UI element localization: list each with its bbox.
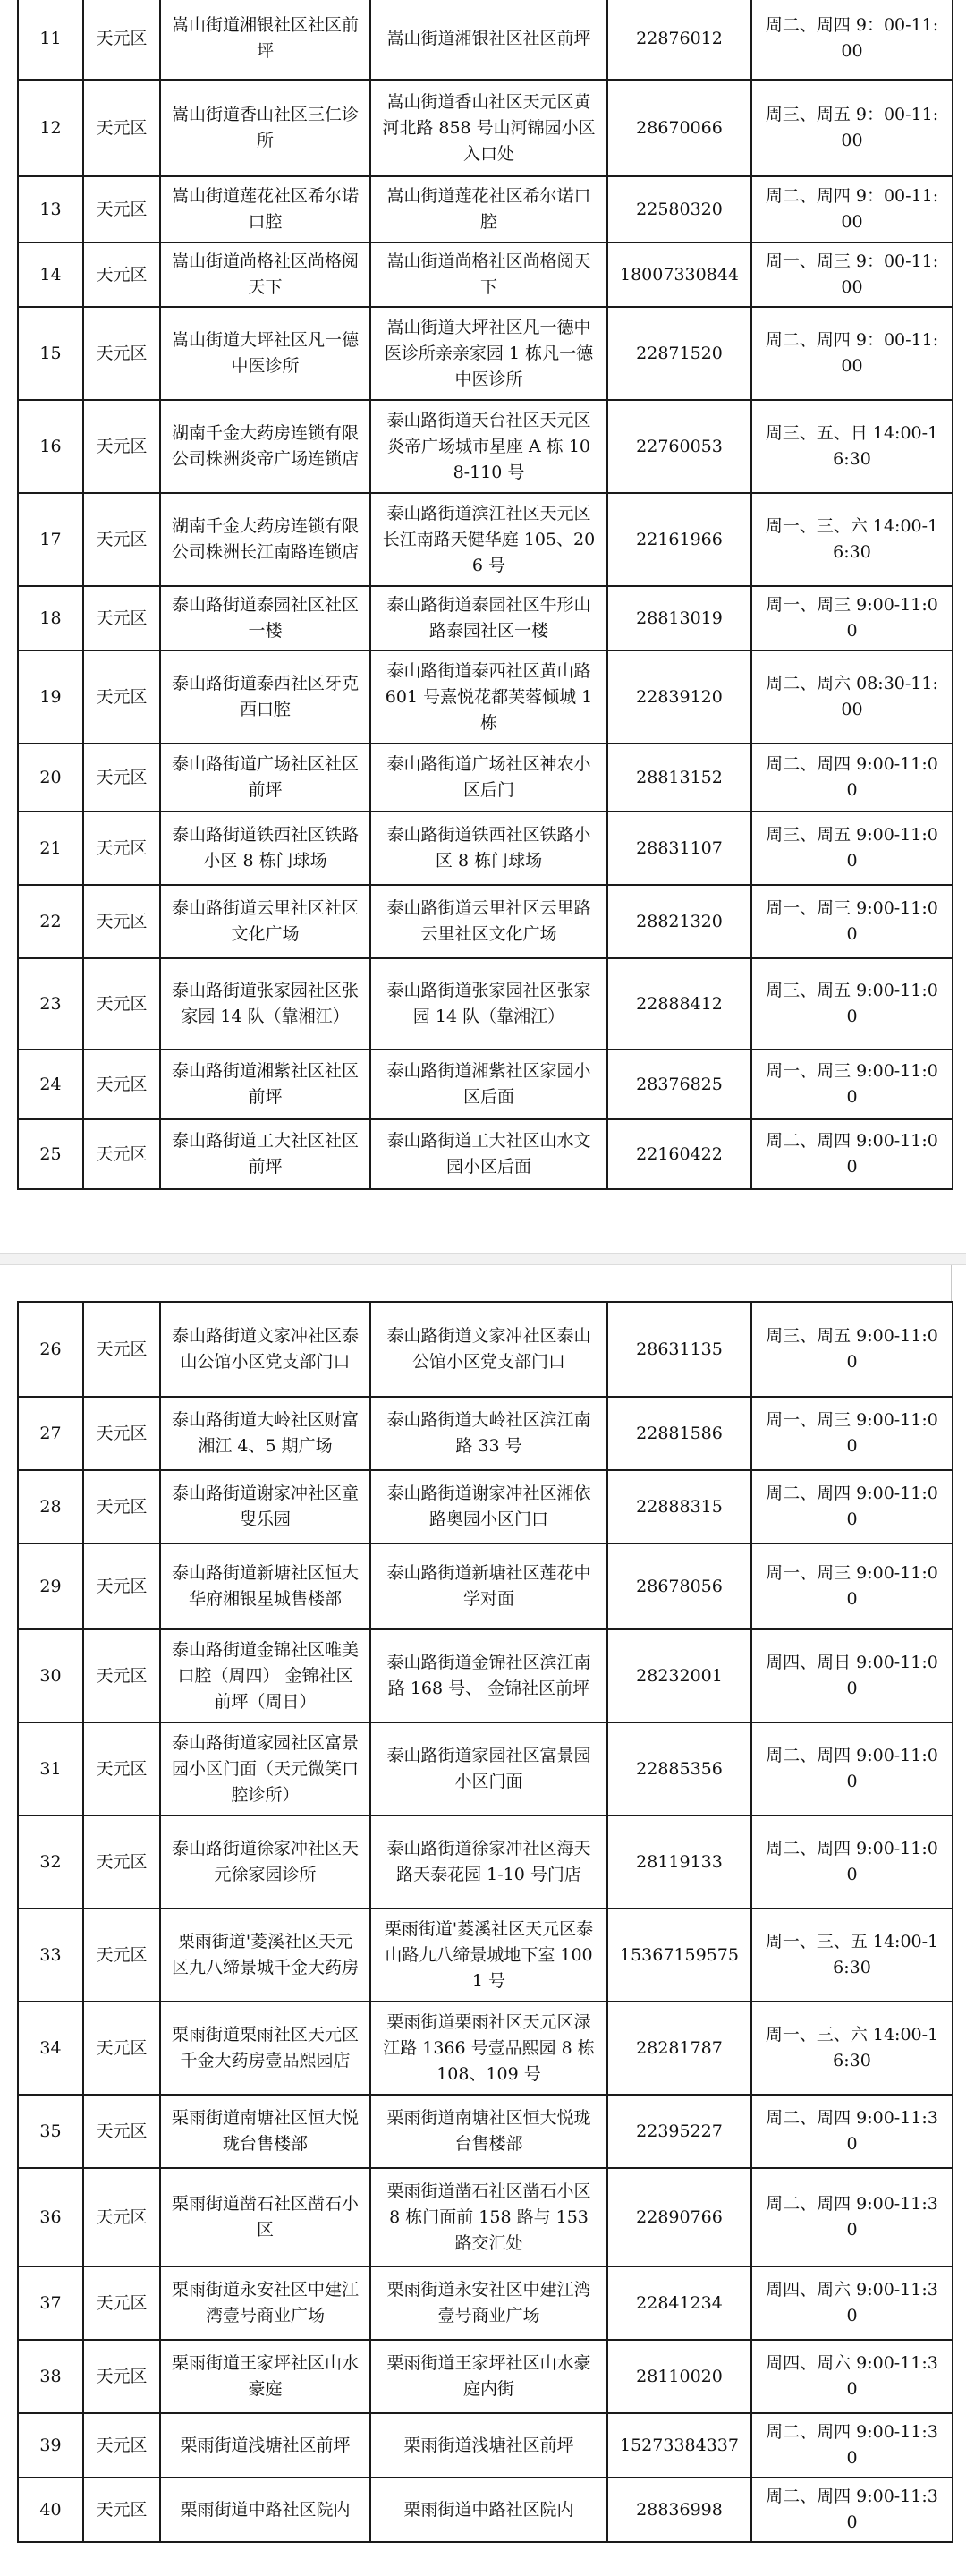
cell-phone: 28836998: [607, 2478, 751, 2542]
cell-phone: 22871520: [607, 307, 751, 400]
cell-phone: 28232001: [607, 1629, 751, 1722]
cell-address: 泰山路街道云里社区云里路云里社区文化广场: [370, 885, 607, 958]
cell-site: 泰山路街道金锦社区唯美口腔（周四） 金锦社区前坪（周日）: [160, 1629, 370, 1722]
cell-number: 29: [18, 1543, 83, 1629]
table-row: [18, 400, 953, 493]
cell-number: 23: [18, 958, 83, 1050]
cell-phone: 22890766: [607, 2168, 751, 2266]
cell-address: 栗雨街道'菱溪社区天元区泰山路九八缔景城地下室 1001 号: [370, 1909, 607, 2002]
cell-time: 周二、周四 9:00-11:30: [751, 2413, 953, 2478]
cell-site: 栗雨街道中路社区院内: [160, 2478, 370, 2542]
cell-district: 天元区: [83, 812, 160, 885]
table-row: [18, 2340, 953, 2413]
cell-phone: 22760053: [607, 400, 751, 493]
table-row: [18, 2168, 953, 2266]
table-body: [18, 1302, 953, 2542]
cell-number: 40: [18, 2478, 83, 2542]
cell-address: 泰山路街道金锦社区滨江南路 168 号、 金锦社区前坪: [370, 1629, 607, 1722]
cell-number: 27: [18, 1397, 83, 1470]
table-row: [18, 744, 953, 812]
table-row: [18, 958, 953, 1050]
cell-phone: 28670066: [607, 80, 751, 176]
cell-district: 天元区: [83, 1050, 160, 1119]
cell-number: 11: [18, 0, 83, 80]
cell-number: 26: [18, 1302, 83, 1397]
table-row: [18, 812, 953, 885]
document-page-2: [0, 1265, 966, 2576]
cell-address: 嵩山街道大坪社区凡一德中医诊所亲亲家园 1 栋凡一德中医诊所: [370, 307, 607, 400]
cell-number: 38: [18, 2340, 83, 2413]
cell-site: 嵩山街道香山社区三仁诊所: [160, 80, 370, 176]
cell-site: 泰山路街道工大社区社区前坪: [160, 1119, 370, 1189]
cell-address: 栗雨街道栗雨社区天元区渌江路 1366 号壹品熙园 8 栋 108、109 号: [370, 2002, 607, 2095]
table-row: [18, 493, 953, 586]
page-break: [0, 1253, 966, 1265]
table-row: [18, 307, 953, 400]
cell-number: 30: [18, 1629, 83, 1722]
table-row: [18, 586, 953, 650]
cell-site: 嵩山街道尚格社区尚格阅天下: [160, 242, 370, 307]
cell-time: 周二、周四 9：00-11:00: [751, 307, 953, 400]
table-row: [18, 650, 953, 744]
cell-site: 栗雨街道凿石社区凿石小区: [160, 2168, 370, 2266]
table-row: [18, 242, 953, 307]
cell-time: 周一、周三 9:00-11:00: [751, 1050, 953, 1119]
cell-time: 周二、周四 9:00-11:30: [751, 2095, 953, 2168]
cell-number: 21: [18, 812, 83, 885]
cell-site: 泰山路街道张家园社区张家园 14 队（靠湘江）: [160, 958, 370, 1050]
cell-district: 天元区: [83, 2413, 160, 2478]
cell-number: 18: [18, 586, 83, 650]
cell-address: 嵩山街道尚格社区尚格阅天下: [370, 242, 607, 307]
cell-address: 泰山路街道新塘社区莲花中学对面: [370, 1543, 607, 1629]
cell-time: 周三、周五 9:00-11:00: [751, 1302, 953, 1397]
cell-time: 周一、三、五 14:00-16:30: [751, 1909, 953, 2002]
cell-number: 20: [18, 744, 83, 812]
cell-time: 周二、周四 9:00-11:00: [751, 744, 953, 812]
cell-time: 周二、周四 9:00-11:00: [751, 1815, 953, 1909]
cell-site: 泰山路街道谢家冲社区童叟乐园: [160, 1470, 370, 1543]
cell-phone: 28821320: [607, 885, 751, 958]
cell-number: 16: [18, 400, 83, 493]
cell-phone: 15367159575: [607, 1909, 751, 2002]
cell-phone: 28813152: [607, 744, 751, 812]
cell-district: 天元区: [83, 2168, 160, 2266]
cell-district: 天元区: [83, 2478, 160, 2542]
cell-number: 25: [18, 1119, 83, 1189]
cell-address: 嵩山街道莲花社区希尔诺口腔: [370, 176, 607, 242]
cell-address: 泰山路街道铁西社区铁路小区 8 栋门球场: [370, 812, 607, 885]
cell-address: 栗雨街道永安社区中建江湾壹号商业广场: [370, 2266, 607, 2340]
cell-time: 周二、周四 9:00-11:00: [751, 1722, 953, 1815]
cell-number: 31: [18, 1722, 83, 1815]
cell-phone: 28376825: [607, 1050, 751, 1119]
table-row: [18, 2095, 953, 2168]
cell-district: 天元区: [83, 744, 160, 812]
cell-time: 周二、周四 9：00-11:00: [751, 0, 953, 80]
cell-phone: 22841234: [607, 2266, 751, 2340]
cell-phone: 28119133: [607, 1815, 751, 1909]
table-row: [18, 1470, 953, 1543]
cell-district: 天元区: [83, 493, 160, 586]
table-row: [18, 2478, 953, 2542]
cell-address: 泰山路街道文家冲社区泰山公馆小区党支部门口: [370, 1302, 607, 1397]
cell-site: 栗雨街道南塘社区恒大悦珑台售楼部: [160, 2095, 370, 2168]
cell-phone: 22881586: [607, 1397, 751, 1470]
table-row: [18, 885, 953, 958]
cell-address: 泰山路街道广场社区神农小区后门: [370, 744, 607, 812]
cell-number: 24: [18, 1050, 83, 1119]
cell-number: 32: [18, 1815, 83, 1909]
cell-district: 天元区: [83, 1722, 160, 1815]
cell-address: 栗雨街道中路社区院内: [370, 2478, 607, 2542]
cell-address: 栗雨街道南塘社区恒大悦珑台售楼部: [370, 2095, 607, 2168]
cell-district: 天元区: [83, 1397, 160, 1470]
cell-time: 周三、周五 9：00-11:00: [751, 80, 953, 176]
cell-district: 天元区: [83, 958, 160, 1050]
cell-phone: 28831107: [607, 812, 751, 885]
cell-address: 嵩山街道香山社区天元区黄河北路 858 号山河锦园小区入口处: [370, 80, 607, 176]
cell-district: 天元区: [83, 307, 160, 400]
document-page-1: [0, 0, 966, 1253]
cell-phone: 15273384337: [607, 2413, 751, 2478]
cell-district: 天元区: [83, 80, 160, 176]
cell-address: 泰山路街道徐家冲社区海天路天泰花园 1-10 号门店: [370, 1815, 607, 1909]
cell-time: 周一、周三 9:00-11:00: [751, 885, 953, 958]
cell-time: 周二、周四 9:00-11:00: [751, 1470, 953, 1543]
cell-district: 天元区: [83, 176, 160, 242]
cell-time: 周一、三、六 14:00-16:30: [751, 493, 953, 586]
schedule-table-page-1: [17, 0, 953, 1190]
cell-district: 天元区: [83, 2266, 160, 2340]
cell-site: 泰山路街道新塘社区恒大华府湘银星城售楼部: [160, 1543, 370, 1629]
cell-site: 泰山路街道泰西社区牙克西口腔: [160, 650, 370, 744]
cell-phone: 22888412: [607, 958, 751, 1050]
cell-number: 33: [18, 1909, 83, 2002]
cell-district: 天元区: [83, 1302, 160, 1397]
cell-number: 28: [18, 1470, 83, 1543]
cell-district: 天元区: [83, 1909, 160, 2002]
cell-site: 泰山路街道大岭社区财富湘江 4、5 期广场: [160, 1397, 370, 1470]
table-row: [18, 1302, 953, 1397]
table-row: [18, 1397, 953, 1470]
cell-time: 周三、周五 9:00-11:00: [751, 958, 953, 1050]
cell-site: 泰山路街道铁西社区铁路小区 8 栋门球场: [160, 812, 370, 885]
cell-address: 栗雨街道凿石社区凿石小区 8 栋门面前 158 路与 153 路交汇处: [370, 2168, 607, 2266]
cell-site: 栗雨街道永安社区中建江湾壹号商业广场: [160, 2266, 370, 2340]
cell-number: 39: [18, 2413, 83, 2478]
cell-site: 泰山路街道文家冲社区泰山公馆小区党支部门口: [160, 1302, 370, 1397]
cell-site: 湖南千金大药房连锁有限公司株洲炎帝广场连锁店: [160, 400, 370, 493]
cell-number: 14: [18, 242, 83, 307]
schedule-table-page-2: [17, 1301, 953, 2543]
cell-phone: 22160422: [607, 1119, 751, 1189]
cell-phone: 22161966: [607, 493, 751, 586]
table-row: [18, 2266, 953, 2340]
cell-district: 天元区: [83, 650, 160, 744]
cell-phone: 28281787: [607, 2002, 751, 2095]
cell-address: 嵩山街道湘银社区社区前坪: [370, 0, 607, 80]
cell-site: 泰山路街道湘紫社区社区前坪: [160, 1050, 370, 1119]
cell-phone: 28678056: [607, 1543, 751, 1629]
table-row: [18, 1119, 953, 1189]
cell-phone: 22395227: [607, 2095, 751, 2168]
cell-time: 周二、周四 9:00-11:30: [751, 2168, 953, 2266]
cell-district: 天元区: [83, 0, 160, 80]
cell-time: 周四、周六 9:00-11:30: [751, 2266, 953, 2340]
cell-site: 泰山路街道家园社区富景园小区门面（天元微笑口腔诊所）: [160, 1722, 370, 1815]
cell-address: 泰山路街道泰西社区黄山路 601 号熹悦花都芙蓉倾城 1 栋: [370, 650, 607, 744]
cell-time: 周二、周四 9：00-11:00: [751, 176, 953, 242]
cell-number: 37: [18, 2266, 83, 2340]
cell-district: 天元区: [83, 1470, 160, 1543]
cell-number: 19: [18, 650, 83, 744]
cell-site: 嵩山街道大坪社区凡一德中医诊所: [160, 307, 370, 400]
cell-time: 周二、周六 08:30-11:00: [751, 650, 953, 744]
cell-phone: 22580320: [607, 176, 751, 242]
cell-time: 周四、周日 9:00-11:00: [751, 1629, 953, 1722]
table-row: [18, 1629, 953, 1722]
cell-address: 泰山路街道张家园社区张家园 14 队（靠湘江）: [370, 958, 607, 1050]
cell-time: 周一、周三 9:00-11:00: [751, 586, 953, 650]
cell-district: 天元区: [83, 885, 160, 958]
cell-district: 天元区: [83, 1543, 160, 1629]
cell-number: 35: [18, 2095, 83, 2168]
table-row: [18, 80, 953, 176]
cell-phone: 28631135: [607, 1302, 751, 1397]
cell-address: 泰山路街道大岭社区滨江南路 33 号: [370, 1397, 607, 1470]
cell-site: 栗雨街道'菱溪社区天元区九八缔景城千金大药房: [160, 1909, 370, 2002]
cell-phone: 28813019: [607, 586, 751, 650]
table-row: [18, 2413, 953, 2478]
table-row: [18, 176, 953, 242]
cell-district: 天元区: [83, 586, 160, 650]
cell-time: 周三、周五 9:00-11:00: [751, 812, 953, 885]
cell-address: 泰山路街道天台社区天元区炎帝广场城市星座 A 栋 108-110 号: [370, 400, 607, 493]
cell-site: 泰山路街道广场社区社区前坪: [160, 744, 370, 812]
cell-phone: 28110020: [607, 2340, 751, 2413]
cell-address: 泰山路街道滨江社区天元区长江南路天健华庭 105、206 号: [370, 493, 607, 586]
cell-site: 泰山路街道云里社区社区文化广场: [160, 885, 370, 958]
cell-number: 12: [18, 80, 83, 176]
cell-phone: 22885356: [607, 1722, 751, 1815]
page-corner-mark: [951, 1265, 952, 1301]
table-row: [18, 2002, 953, 2095]
cell-time: 周一、周三 9:00-11:00: [751, 1543, 953, 1629]
cell-address: 泰山路街道谢家冲社区湘依路奥园小区门口: [370, 1470, 607, 1543]
table-body: [18, 0, 953, 1189]
cell-district: 天元区: [83, 242, 160, 307]
cell-number: 22: [18, 885, 83, 958]
cell-number: 15: [18, 307, 83, 400]
cell-site: 嵩山街道湘银社区社区前坪: [160, 0, 370, 80]
cell-district: 天元区: [83, 1629, 160, 1722]
table-row: [18, 1050, 953, 1119]
cell-address: 泰山路街道家园社区富景园小区门面: [370, 1722, 607, 1815]
cell-district: 天元区: [83, 1815, 160, 1909]
cell-site: 湖南千金大药房连锁有限公司株洲长江南路连锁店: [160, 493, 370, 586]
table-row: [18, 0, 953, 80]
cell-district: 天元区: [83, 2002, 160, 2095]
cell-number: 13: [18, 176, 83, 242]
cell-district: 天元区: [83, 2095, 160, 2168]
cell-number: 36: [18, 2168, 83, 2266]
cell-address: 泰山路街道泰园社区牛形山路泰园社区一楼: [370, 586, 607, 650]
cell-time: 周四、周六 9:00-11:30: [751, 2340, 953, 2413]
cell-time: 周一、周三 9：00-11:00: [751, 242, 953, 307]
cell-district: 天元区: [83, 2340, 160, 2413]
cell-district: 天元区: [83, 1119, 160, 1189]
cell-time: 周二、周四 9:00-11:00: [751, 1119, 953, 1189]
cell-site: 泰山路街道徐家冲社区天元徐家园诊所: [160, 1815, 370, 1909]
cell-address: 栗雨街道浅塘社区前坪: [370, 2413, 607, 2478]
table-row: [18, 1815, 953, 1909]
cell-site: 泰山路街道泰园社区社区一楼: [160, 586, 370, 650]
cell-address: 泰山路街道湘紫社区家园小区后面: [370, 1050, 607, 1119]
cell-phone: 22839120: [607, 650, 751, 744]
cell-site: 栗雨街道浅塘社区前坪: [160, 2413, 370, 2478]
cell-time: 周一、周三 9:00-11:00: [751, 1397, 953, 1470]
cell-phone: 22888315: [607, 1470, 751, 1543]
cell-site: 嵩山街道莲花社区希尔诺口腔: [160, 176, 370, 242]
cell-site: 栗雨街道王家坪社区山水豪庭: [160, 2340, 370, 2413]
cell-phone: 18007330844: [607, 242, 751, 307]
table-row: [18, 1543, 953, 1629]
table-row: [18, 1909, 953, 2002]
cell-time: 周二、周四 9:00-11:30: [751, 2478, 953, 2542]
cell-address: 泰山路街道工大社区山水文园小区后面: [370, 1119, 607, 1189]
cell-site: 栗雨街道栗雨社区天元区千金大药房壹品熙园店: [160, 2002, 370, 2095]
cell-number: 17: [18, 493, 83, 586]
cell-number: 34: [18, 2002, 83, 2095]
table-row: [18, 1722, 953, 1815]
cell-time: 周三、五、日 14:00-16:30: [751, 400, 953, 493]
cell-time: 周一、三、六 14:00-16:30: [751, 2002, 953, 2095]
cell-phone: 22876012: [607, 0, 751, 80]
cell-address: 栗雨街道王家坪社区山水豪庭内街: [370, 2340, 607, 2413]
cell-district: 天元区: [83, 400, 160, 493]
